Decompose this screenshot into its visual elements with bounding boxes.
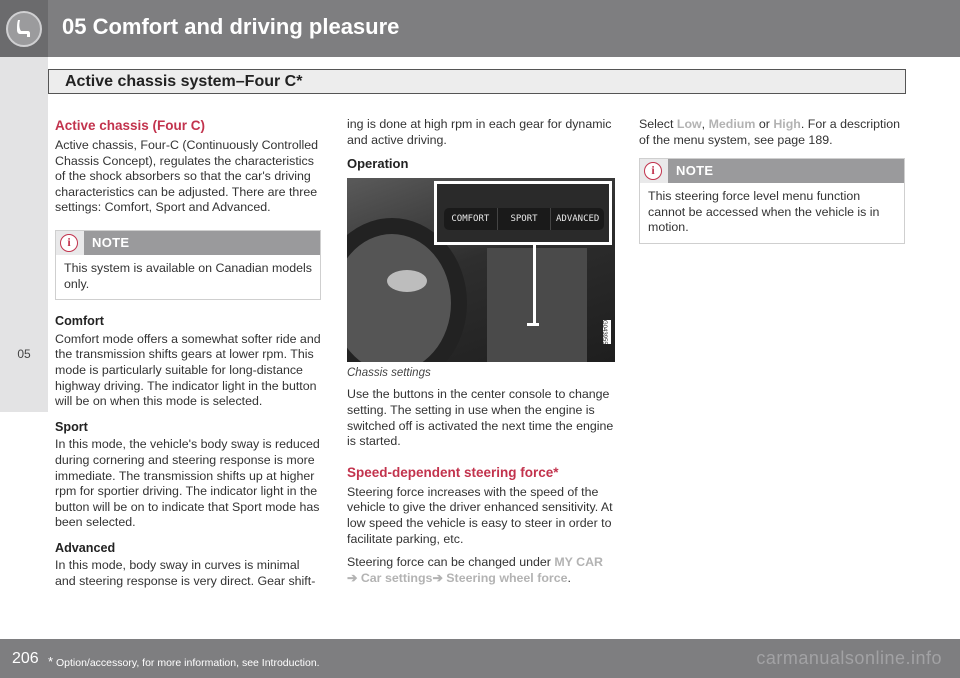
page-number: 206 — [12, 650, 39, 667]
logo-emblem — [387, 270, 427, 292]
figure-code: G043955 — [603, 320, 611, 344]
side-tab-label: 05 — [17, 347, 31, 361]
operation-paragraph: Use the buttons in the center console to change setting. The setting in use when the engine is switched off is activated the next time the engine is started. — [347, 387, 614, 449]
menu-item-car-settings: Car settings — [360, 570, 433, 585]
heading-advanced: Advanced — [55, 540, 116, 555]
side-chapter-tab — [0, 57, 48, 412]
comfort-button-label: COMFORT — [444, 208, 498, 230]
seat-icon — [6, 11, 42, 47]
button-callout — [434, 181, 612, 245]
footer-note — [48, 654, 320, 669]
note-box-steering — [639, 158, 905, 244]
column-1 — [55, 117, 321, 598]
menu-item-steering-wheel-force: Steering wheel force — [446, 570, 568, 585]
info-icon: i — [60, 234, 78, 252]
menu-item-my-car: MY CAR — [554, 555, 604, 570]
note-header — [56, 231, 320, 255]
column-2 — [347, 117, 615, 594]
chapter-title: 05 Comfort and driving pleasure — [62, 14, 400, 39]
sport-paragraph: In this mode, the vehicle's body sway is reduced during cornering and steering response is more immediate. The transmission shifts up at higher rpm for sportier driving. The indicator light in the button will be on to indicate that Sport mode has been selected. — [55, 437, 320, 530]
intro-paragraph: Active chassis, Four-C (Continuously Controlled Chassis Concept), regulates the characteristics of the shock absorbers so that the car's driving characteristics can be adjusted. There are three settings: Comfort, Sport and Advanced. — [55, 138, 319, 215]
figure-caption: Chassis settings — [347, 366, 431, 379]
level-high: High — [773, 117, 801, 131]
chapter-icon-box — [0, 0, 48, 57]
level-low: Low — [676, 117, 702, 131]
note-title: NOTE — [676, 163, 714, 179]
heading-active-chassis: Active chassis (Four C) — [55, 118, 206, 133]
info-icon: i — [644, 162, 662, 180]
heading-sport: Sport — [55, 419, 88, 434]
level-medium: Medium — [708, 117, 756, 131]
note-header — [640, 159, 904, 183]
heading-operation: Operation — [347, 156, 409, 172]
advanced-continuation: ing is done at high rpm in each gear for dynamic and active driving. — [347, 117, 612, 147]
center-console-illustration — [487, 248, 587, 362]
advanced-paragraph: In this mode, body sway in curves is minimal and steering response is very direct. Gear shift- — [55, 558, 316, 589]
heading-comfort: Comfort — [55, 314, 104, 329]
heading-steering-force: Speed-dependent steering force* — [347, 464, 559, 480]
column-3 — [639, 117, 905, 258]
note-body: This system is available on Canadian models only. — [64, 260, 312, 291]
chassis-button-row — [444, 208, 604, 230]
arrow-right-icon: ➔ — [432, 570, 443, 585]
select-level-paragraph: Select Low, Medium or High. For a description of the menu system, see page 189. — [639, 117, 901, 147]
arrow-right-icon: ➔ — [347, 570, 358, 585]
watermark: carmanualsonline.info — [756, 648, 942, 668]
advanced-button-label: ADVANCED — [556, 213, 600, 224]
note-box-canadian — [55, 230, 321, 300]
section-title: Active chassis system–Four C* — [65, 73, 303, 90]
callout-pointer — [533, 245, 536, 325]
footnote-text: Option/accessory, for more information, see Introduction. — [55, 657, 320, 669]
comfort-paragraph: Comfort mode offers a somewhat softer ride and the transmission shifts gears at lower rpm. This mode is particularly suitable for long-distance highway driving. The indicator light in the button will be on when this mode is selected. — [55, 331, 321, 409]
section-bar — [48, 69, 906, 94]
note-title: NOTE — [92, 234, 130, 250]
chassis-settings-figure — [347, 178, 615, 362]
steering-menu-path-paragraph: Steering force can be changed under MY CAR ➔ Car settings➔ Steering wheel force. — [347, 555, 604, 585]
steering-paragraph: Steering force increases with the speed of the vehicle to give the driver enhanced sensitivity. At low speed the vehicle is easy to steer in order to facilitate parking, etc. — [347, 484, 613, 546]
note-body: This steering force level menu function cannot be accessed when the vehicle is in motion. — [648, 189, 880, 235]
sport-button-label: SPORT — [498, 208, 552, 230]
steering-change-prefix: Steering force can be changed under — [347, 555, 551, 570]
footnote-star: * — [48, 654, 54, 669]
